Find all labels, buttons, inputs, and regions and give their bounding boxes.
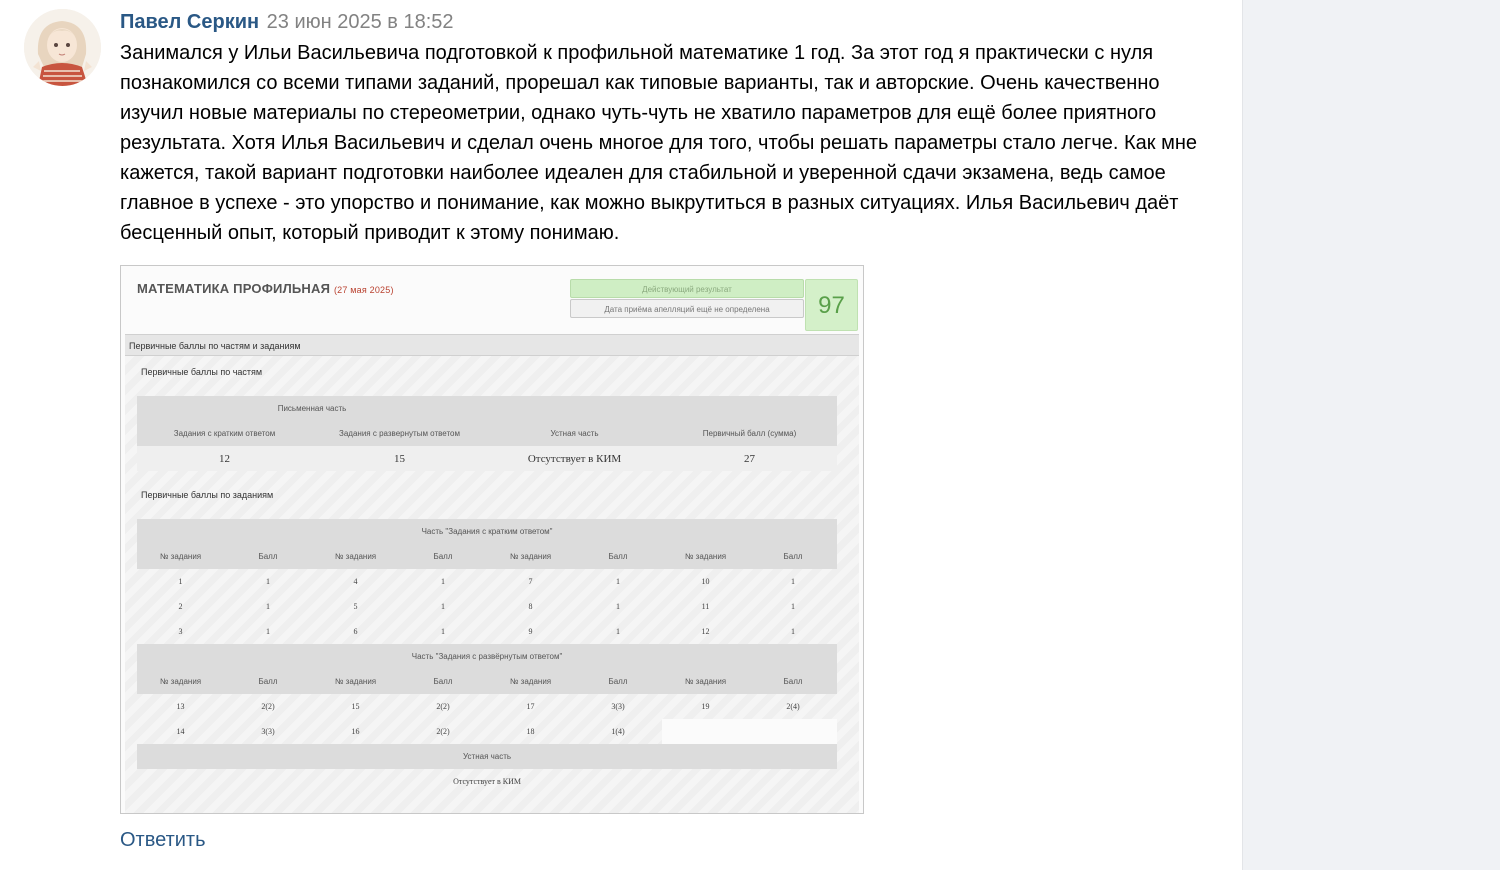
task-number: 15	[351, 702, 360, 711]
parts-header: Задания с развернутым ответом	[312, 421, 487, 446]
col-score: Балл	[574, 544, 662, 569]
col-task: № задания	[487, 544, 574, 569]
attached-image-exam-result[interactable]	[120, 265, 864, 814]
tasks-table	[137, 519, 837, 794]
table-row	[137, 569, 837, 594]
author-avatar[interactable]	[24, 9, 101, 86]
table-row	[137, 594, 837, 619]
task-score: 1	[266, 577, 270, 586]
task-number: 13	[176, 702, 185, 711]
tasks-subtitle: Первичные баллы по заданиям	[141, 490, 274, 500]
task-number: 10	[701, 577, 710, 586]
task-number: 2	[178, 602, 183, 611]
post-text: Занимался у Ильи Васильевича подготовкой к профильной математике 1 год. За этот год я практически с нуля познакомился со всеми типами заданий, прорешал как типовые варианты, так и авторские. Очень качественно изучил новые материалы по стереометрии, однако чуть-чуть не хватило параметров для ещё более приятного результата. Хотя Илья Васильевич и сделал очень многое для того, чтобы решать параметры стало легче. Как мне кажется, такой вариант подготовки наиболее идеален для стабильной и уверенной сдачи экзамена, ведь самое главное в успехе - это упорство и понимание, как можно выкрутиться в разных ситуациях. Илья Васильевич даёт бесценный опыт, который приводит к этому понимаю.	[120, 42, 1198, 244]
status-appeal-badge: Дата приёма апелляций ещё не определена	[570, 299, 804, 318]
author-name-link[interactable]: Павел Серкин	[120, 11, 260, 33]
task-number: 1	[178, 577, 183, 586]
long-part-header: Часть "Задания с развёрнутым ответом"	[137, 644, 837, 669]
task-score: 2(2)	[436, 702, 450, 711]
task-score: 1	[441, 577, 445, 586]
col-task: № задания	[487, 669, 574, 694]
table-row	[137, 694, 837, 719]
task-number: 8	[528, 602, 533, 611]
comment-post	[120, 8, 1220, 248]
col-task: № задания	[312, 544, 399, 569]
task-number: 14	[176, 727, 185, 736]
task-number: 6	[353, 627, 358, 636]
task-number: 16	[351, 727, 360, 736]
col-task: № задания	[662, 669, 749, 694]
final-score: 97	[805, 279, 858, 331]
task-score: 2(2)	[261, 702, 275, 711]
written-part-header: Письменная часть	[137, 396, 487, 421]
col-score: Балл	[574, 669, 662, 694]
col-task: № задания	[662, 544, 749, 569]
task-score: 1	[791, 577, 796, 586]
task-number: 3	[178, 627, 183, 636]
header-filler	[487, 396, 837, 421]
table-row	[137, 719, 837, 744]
task-score: 2(4)	[786, 702, 800, 711]
col-score: Балл	[399, 669, 487, 694]
post-header	[120, 8, 1220, 36]
table-row	[137, 619, 837, 644]
short-part-header: Часть "Задания с кратким ответом"	[137, 519, 837, 544]
task-score: 3(3)	[611, 702, 625, 711]
parts-value: 15	[312, 446, 487, 471]
task-score: 1	[791, 602, 796, 611]
right-sidebar	[1242, 0, 1500, 870]
parts-header: Устная часть	[487, 421, 662, 446]
short-rows	[137, 569, 837, 644]
col-task: № задания	[137, 669, 224, 694]
task-score: 1	[266, 627, 270, 636]
task-number: 5	[353, 602, 358, 611]
empty-cell	[662, 719, 749, 744]
task-score: 1	[616, 627, 620, 636]
status-current-badge: Действующий результат	[570, 279, 804, 298]
task-score: 3(3)	[261, 727, 275, 736]
task-score: 1	[616, 577, 620, 586]
col-score: Балл	[224, 669, 312, 694]
task-number: 11	[701, 602, 710, 611]
task-score: 1(4)	[611, 727, 625, 736]
reply-link[interactable]: Ответить	[120, 829, 206, 851]
task-number: 4	[353, 577, 358, 586]
col-score: Балл	[749, 544, 837, 569]
post-date-link[interactable]: 23 июн 2025 в 18:52	[266, 11, 454, 33]
col-score: Балл	[749, 669, 837, 694]
exam-subject: МАТЕМАТИКА ПРОФИЛЬНАЯ	[137, 281, 331, 296]
col-score: Балл	[224, 544, 312, 569]
parts-value: 12	[137, 446, 312, 471]
empty-cell	[749, 719, 837, 744]
task-number: 18	[526, 727, 535, 736]
col-score: Балл	[399, 544, 487, 569]
parts-table	[137, 396, 837, 471]
task-score: 1	[791, 627, 796, 636]
task-number: 7	[528, 577, 533, 586]
task-score: 1	[266, 602, 270, 611]
task-number: 12	[701, 627, 710, 636]
parts-header: Первичный балл (сумма)	[662, 421, 837, 446]
task-score: 2(2)	[436, 727, 450, 736]
parts-value: 27	[662, 446, 837, 471]
parts-subtitle: Первичные баллы по частям	[141, 367, 263, 377]
col-task: № задания	[312, 669, 399, 694]
task-score: 1	[441, 627, 445, 636]
task-number: 17	[526, 702, 535, 711]
exam-title	[137, 281, 394, 296]
task-number: 19	[701, 702, 710, 711]
parts-value: Отсутствует в КИМ	[487, 446, 662, 471]
exam-date: (27 мая 2025)	[333, 285, 394, 295]
oral-part-header: Устная часть	[137, 744, 837, 769]
section-header: Первичные баллы по частям и заданиям	[125, 334, 859, 356]
parts-header: Задания с кратким ответом	[137, 421, 312, 446]
oral-part-value: Отсутствует в КИМ	[453, 777, 521, 786]
task-score: 1	[441, 602, 445, 611]
long-rows	[137, 694, 837, 744]
task-score: 1	[616, 602, 620, 611]
avatar-image	[24, 9, 101, 86]
task-number: 9	[528, 627, 533, 636]
col-task: № задания	[137, 544, 224, 569]
